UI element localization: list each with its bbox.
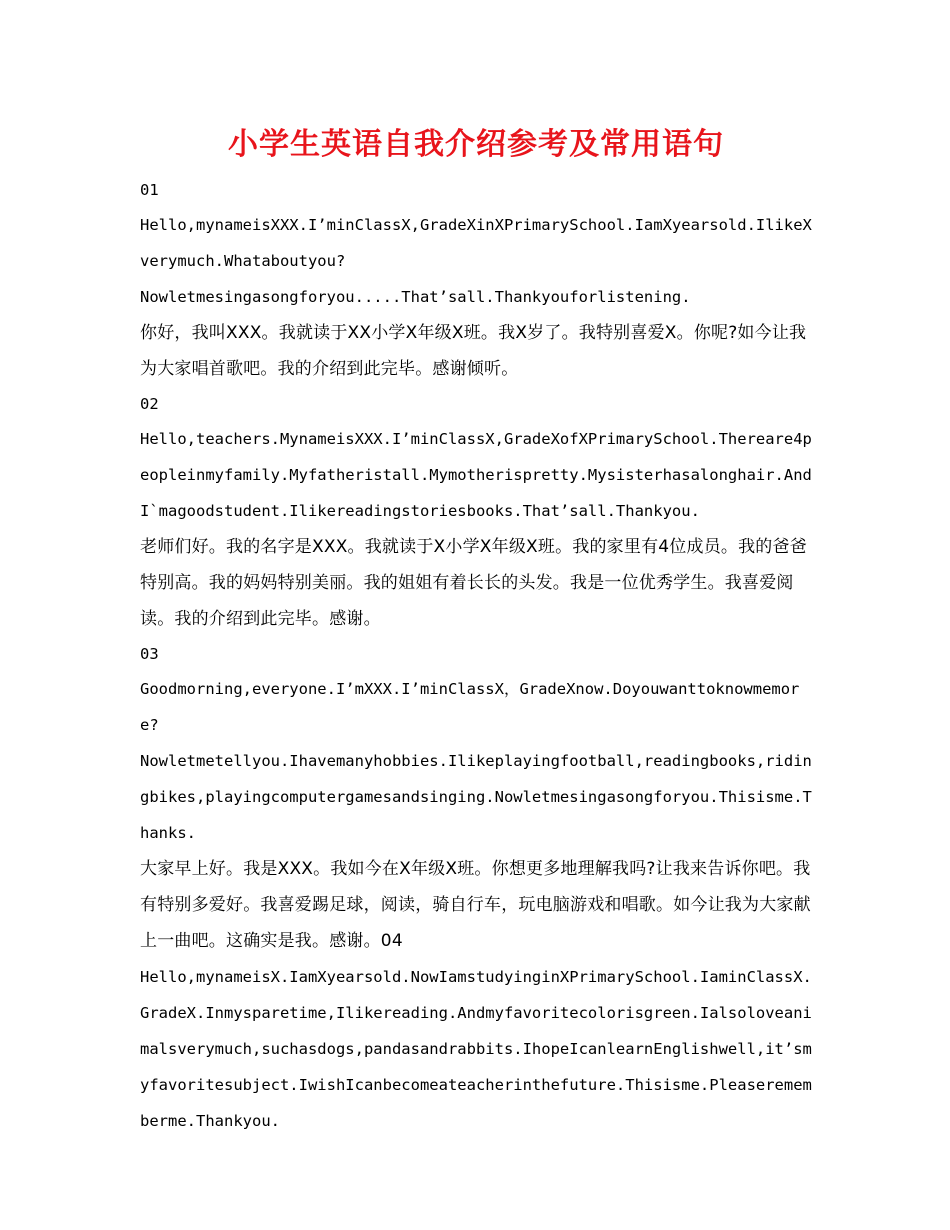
document-page [140, 125, 812, 1139]
english-paragraph: Hello,mynameisXXX.I’minClassX,GradeXinXPrimarySchool.IamXyearsold.IlikeXverymuch.Whataboutyou? [140, 216, 812, 270]
document-title: 小学生英语自我介绍参考及常用语句 [228, 127, 724, 162]
section-number: 01 [140, 181, 159, 199]
english-paragraph: Nowletmetellyou.Ihavemanyhobbies.Ilikeplayingfootball,readingbooks,ridingbikes,playingcomputergamesandsinging.Nowletmesingasongforyou.Thisisme.Thanks. [140, 752, 812, 842]
section-number: 02 [140, 395, 159, 413]
english-paragraph: Goodmorning,everyone.I’mXXX.I’minClassX，GradeXnow.Doyouwanttoknowmemore? [140, 680, 800, 734]
english-paragraph: Nowletmesingasongforyou.....That’sall.Thankyouforlistening. [140, 288, 691, 306]
section-number: 03 [140, 645, 159, 663]
chinese-paragraph: 大家早上好。我是XXX。我如今在X年级X班。你想更多地理解我吗?让我来告诉你吧。我有特别多爱好。我喜爱踢足球，阅读，骑自行车，玩电脑游戏和唱歌。如今让我为大家献上一曲吧。这确实是我。感谢。04 [140, 859, 811, 951]
chinese-paragraph: 你好，我叫XXX。我就读于XX小学X年级X班。我X岁了。我特别喜爱X。你呢?如今让我为大家唱首歌吧。我的介绍到此完毕。感谢倾听。 [140, 323, 807, 379]
english-paragraph: Hello,mynameisX.IamXyearsold.NowIamstudyinginXPrimarySchool.IaminClassX.GradeX.Inmysparetime,Ilikereading.Andmyfavoritecolorisgreen.Ialsoloveanimalsverymuch,suchasdogs,pandasandrabbits.IhopeIcanlearnEnglishwell,it’smyfavoritesubject.IwishIcanbecomeateacherinthefuture.Thisisme.Pleaserememberme.Thankyou. [140, 968, 812, 1130]
chinese-paragraph: 老师们好。我的名字是XXX。我就读于X小学X年级X班。我的家里有4位成员。我的爸爸特别高。我的妈妈特别美丽。我的姐姐有着长长的头发。我是一位优秀学生。我喜爱阅读。我的介绍到此完毕。感谢。 [140, 537, 807, 629]
english-paragraph: Hello,teachers.MynameisXXX.I’minClassX,GradeXofXPrimarySchool.Thereare4peopleinmyfamily.Myfatheristall.Mymotherispretty.Mysisterhasalonghair.AndI`magoodstudent.Ilikereadingstoriesbooks.That’sall.Thankyou. [140, 430, 812, 520]
